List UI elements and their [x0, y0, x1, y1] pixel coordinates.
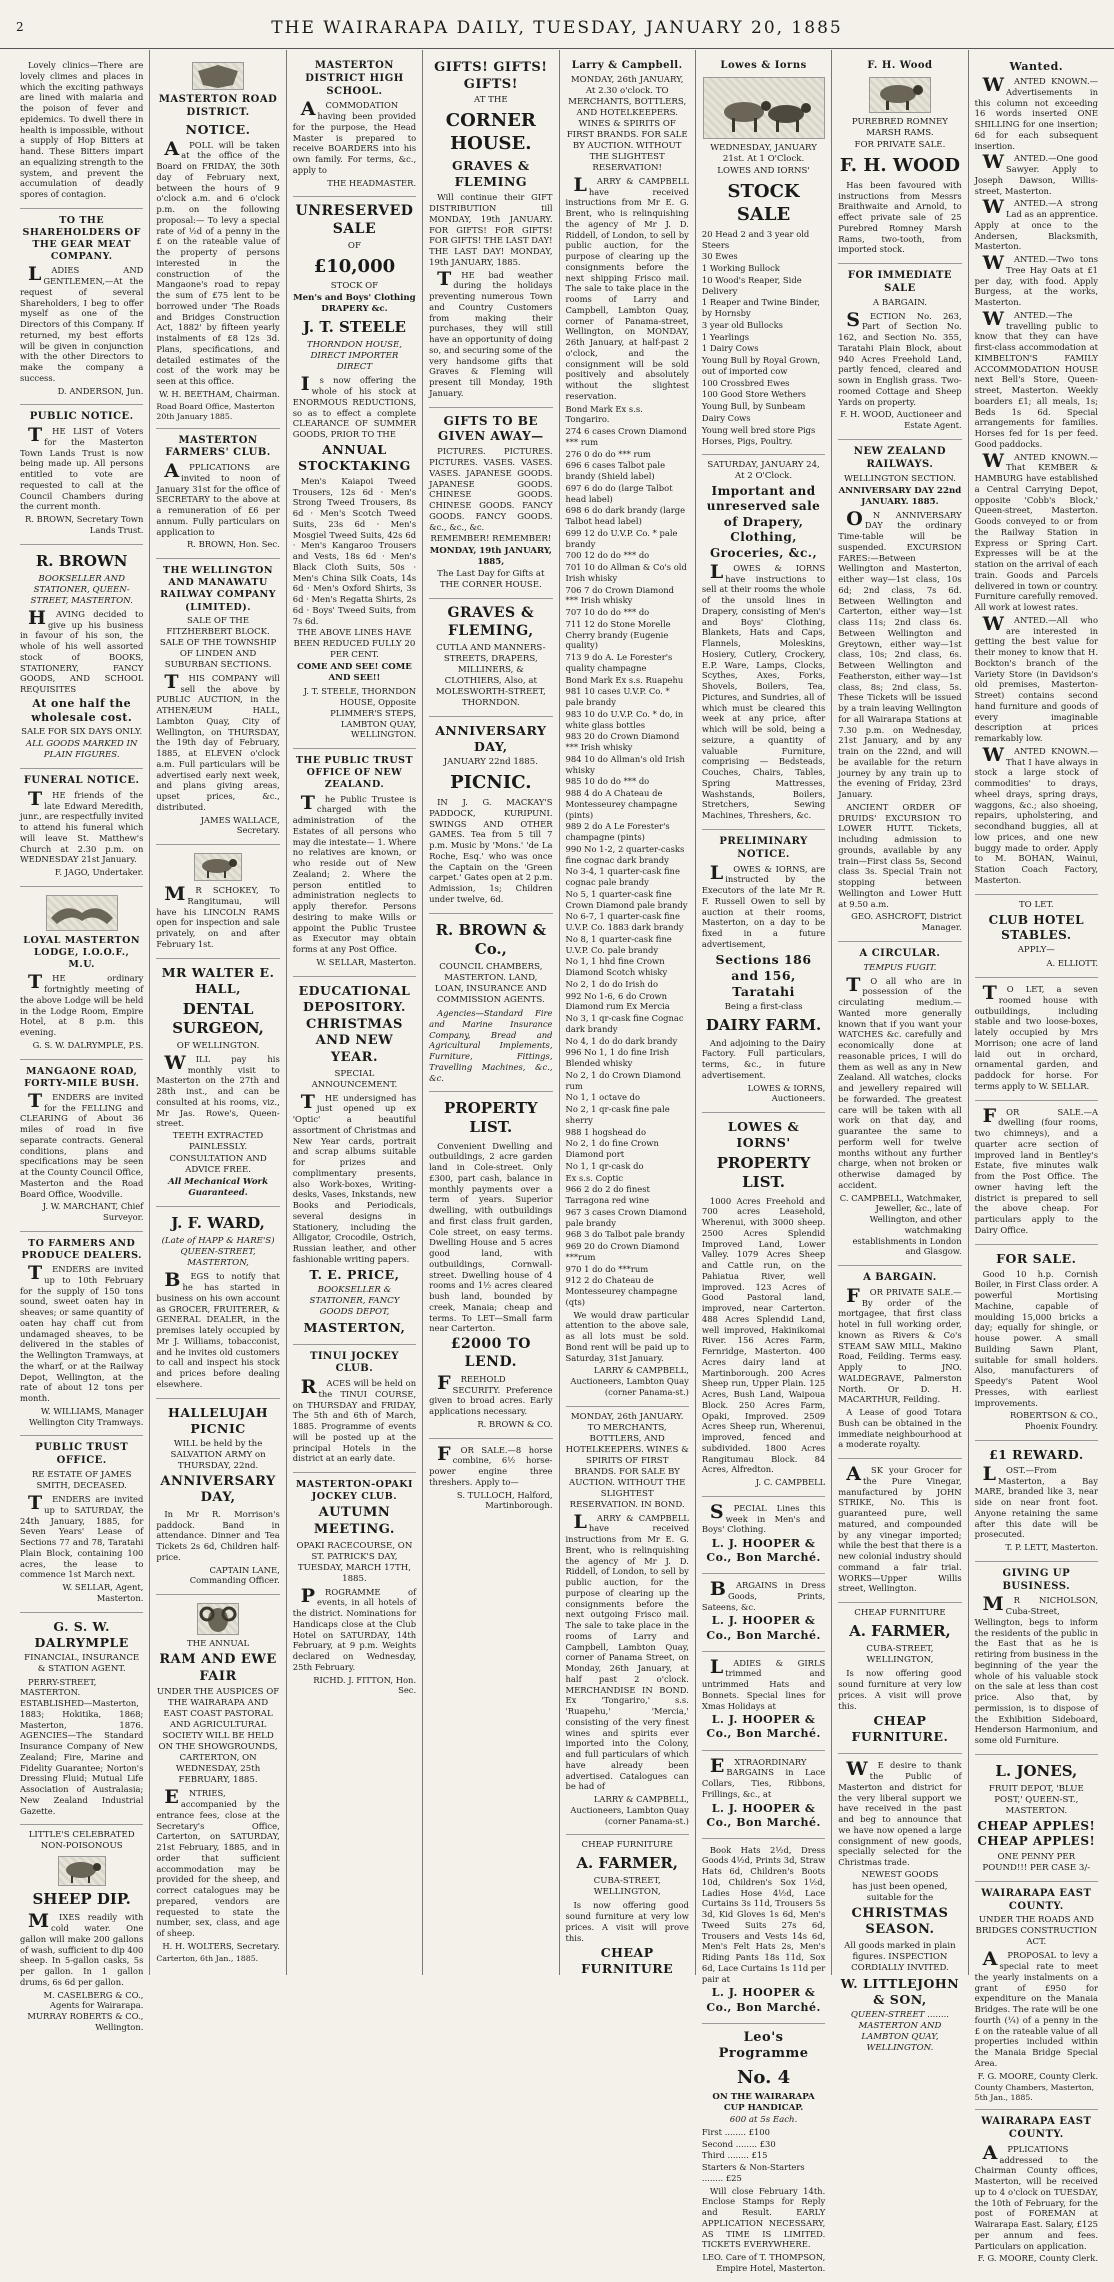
stock-lot-item: 30 Ewes [701, 251, 738, 262]
lot-item: Bond Mark Ex s.s. Ruapehu [565, 674, 684, 685]
lot-item: 696 6 cases Talbot pale brandy (Shield label) [565, 460, 666, 482]
lot-item: No 2, 1 qr-cask fine pale sherry [565, 1104, 670, 1125]
r-brown-bookseller-ad: R. BROWN BOOKSELLER AND STATIONER, QUEEN-STREET, MASTERTON. HAVING decided to give up his business in favour of his son, the whole of his well assorted stock of BOOKS, STATIONERY, FANCY GOODS, AND SCHOOL REQUISITES At one half the wholesale cost. SALE FOR SIX DAYS ONLY. ALL GOODS MARKED IN PLAIN FIGURES. [20, 545, 143, 769]
property-list-brown: PROPERTY LIST. Convenient Dwelling and outbuildings, 2 acre garden land in Cole-street. Only £300, part cash, balance in monthly payments over a term of years. Superior dwelling, with outbuildings and first class fruit garden, Cole street, on easy terms. Dwelling House and 5 acres good land, with outbuildings, Cornwall-street. Dwelling house of 4 rooms and 1½ acres cleared bush land, bounded by creek, Manaia; cheap and terms. To LET—Small farm near Carterton. £2000 TO LEND. FREEHOLD SECURITY. Preference given to broad acres. Early applications necessary. R. BROWN & CO. [429, 1092, 552, 1438]
graves-fleming-ad: GRAVES & FLEMING, CUTLA AND MANNERS-STREETS, DRAPERS, MILLINERS, & CLOTHIERS, Also, at MOLESWORTH-STREET, THORNDON. [429, 599, 552, 717]
lot-item: 713 9 do A. Le Forester's quality champagne [565, 652, 673, 673]
dalrymple-agent-ad: G. S. W. DALRYMPLE FINANCIAL, INSURANCE & STATION AGENT. PERRY-STREET, MASTERTON. ESTABLISHED—Masterton, 1883; Hokitika, 1868; Masterton, 1876. AGENCIES—The Standard Insurance Company of New Zealand; Fire, Marine and Fidelity Guarantee; Norton's Dressing Fluid; Mutual Life Association of Australasia; New Zealand Industrial Gazette. [20, 1613, 143, 1826]
dentist-ad: MR WALTER E. HALL, DENTAL SURGEON, OF WELLINGTON. WILL pay his monthly visit to Masterton on the 27th and 28th inst., and can be consulted at his rooms, viz., Mr Jas. Rowe's, Queen-street. TEETH EXTRACTED PAINLESSLY. CONSULTATION AND ADVICE FREE. All Mechanical Work Guaranteed. [156, 959, 279, 1208]
lot-item: 912 2 do Chateau de Montesseurey champagne (qts) [565, 1275, 678, 1307]
hooper-dress-ad: BARGAINS in Dress Goods, Prints, Sateens, &c. L. J. HOOPER & Co., Bon Marché. [702, 1574, 825, 1651]
stock-lot-item: 100 Good Store Wethers [701, 389, 806, 400]
farmer-furniture-ad-2: CHEAP FURNITURE A. FARMER, CUBA-STREET, WELLINGTON, Is now offering good sound furniture at very low prices. A visit will prove this. CHEAP FURNITURE. [838, 1603, 961, 1754]
lot-item: 276 0 do do *** rum [565, 448, 651, 459]
tinui-jockey-club: TINUI JOCKEY CLUB. RACES will be held on the TINUI COURSE, on THURSDAY and FRIDAY, The 5th and 6th of March, 1885. Programme of events will be posted up at the principal Hotels in the district at an early date. [293, 1345, 416, 1474]
hop-bitters-ad: Lovely clinics—There are lovely climes and places in which the exciting pathways are lined with malaria and the poison of fever and epidemics. To dwell there in health is impossible, without a supply of Hop Bitters at hand. These Bitters impart an equalizing strength to the system, and prevent the accumulation of deadly spores of contagion. [20, 54, 143, 209]
lot-item: 984 10 do Allman's old Irish whisky [565, 753, 685, 775]
wines-spirits-auction: Larry & Campbell. MONDAY, 26th JANUARY, At 2.30 o'clock. TO MERCHANTS, BOTTLERS, AND HOTELKEEPERS. WINES & SPIRITS OF FIRST BRANDS. FOR SALE BY AUCTION. WITHOUT THE SLIGHTEST RESERVATION! LARRY & CAMPBELL have received instructions from Mr E. G. Brent, who is relinquishing the agency of Mr J. D. Riddell, of London, to sell by public auction, for the purpose of clearing up the consignments before the next shipping Frisco mail. The sale to take place in the rooms of Larry and Campbell, Lambton Quay, corner of Panama-street, Wellington, on MONDAY, 26th January, at half-past 2 o'clock, and the consignment will be sold positively and absolutely without the slightest reservation. Bond Mark Ex s.s. Tongariro. 274 6 cases Crown Diamond *** rum 276 0 do do *** rum 696 6 cases Talbot pale brandy (Shield label) 697 6 do do (large Talbot head label) 698 6 do dark brandy (large Talbot head label) 699 12 do U.V.P. Co. * pale brandy 700 12 do do *** do 701 10 do Allman & Co's old Irish whisky 706 7 do Crown Diamond *** Irish whisky 707 10 do do *** do 711 12 do Stone Morelle Cherry brandy (Eugenie quality) 713 9 do A. Le Forester's quality champagne Bond Mark Ex s.s. Ruapehu 981 10 cases U.V.P. Co. * pale brandy 983 10 do U.V.P. Co. * do, in white glass bottles 983 20 do Crown Diamond *** Irish whisky 984 10 do Allman's old Irish whisky 985 10 do do *** do 988 4 do A Chateau de Montesseurey champagne (pints) 989 2 do A Le Forester's champagne (pints) 990 No 1-2, 2 quarter-casks fine cognac dark brandy No 3-4, 1 quarter-cask fine cognac pale brandy No 5, 1 quarter-cask fine Crown Diamond pale brandy No 6-7, 1 quarter-cask fine U.V.P. Co. 1883 dark brandy No 8, 1 quarter-cask fine U.V.P. Co. pale brandy No 1, 1 hhd fine Crown Diamond Scotch whisky No 2, 1 do do Irish do 992 No 1-6, 6 do Crown Diamond rum Ex Mercia No 3, 1 qr-cask fine Cognac dark brandy No 4, 1 do do dark brandy 996 No 1, 1 do fine Irish Blended whisky No 2, 1 do Crown Diamond rum No 1, 1 octave do No 2, 1 qr-cask fine pale sherry 988 1 hogshead do No 2, 1 do fine Crown Diamond port No 1, 1 qr-cask do Ex s.s. Coptic 966 2 do 2 do finest Tarragona red wine 967 3 cases Crown Diamond pale brandy 968 3 do Talbot pale brandy 969 20 do Crown Diamond ***rum 970 1 do do ***rum 912 2 do Chateau de Montesseurey champagne (qts) We would draw particular attention to the above sale, as all lots must be sold. Bond rent will be paid up to Saturday, 31st January. LARRY & CAMPBELL, Auctioneers, Lambton Quay (corner Panama-st.) [566, 54, 689, 1407]
lot-item: 697 6 do do (large Talbot head label) [565, 482, 673, 504]
lot-item: 990 No 1-2, 2 quarter-casks fine cognac dark brandy [565, 843, 685, 865]
jones-fruit-ad: L. JONES, FRUIT DEPOT, 'BLUE POST,' QUEEN-ST., MASTERTON. CHEAP APPLES! CHEAP APPLES! ONE PENNY PER POUND!!! PER CASE 3/- [975, 1755, 1098, 1882]
lot-item: 989 2 do A Le Forester's champagne (pints) [565, 821, 670, 843]
public-trust-office-ad: THE PUBLIC TRUST OFFICE OF NEW ZEALAND. The Public Trustee is charged with the administration of the Estates of all persons who may die intestate— 1. Where no relatives are known, or who reside out of New Zealand; 2. Where the person entitled to administration neglects to apply therefor. Persons desiring to make Wills or appoint the Public Trustee as Executor may obtain forms at any Post Office. W. SELLAR, Masterton. [293, 749, 416, 976]
reward-notice: £1 REWARD. LOST.—From Masterton, a Bay MARE, branded like 3, near side on near front foot. Anyone retaining the same after this date will be prosecuted. T. P. LETT, Masterton. [975, 1441, 1098, 1562]
lot-list [566, 404, 689, 1308]
gear-meat-notice: TO THE SHAREHOLDERS OF THE GEAR MEAT COMPANY. LADIES AND GENTLEMEN,—At the request of several Shareholders, I beg to offer myself as one of the Directors of this Company. If returned, my best efforts will be given in conjunction with the other Directors to make the company a success. D. ANDERSON, Jun. [20, 209, 143, 406]
dwelling-for-sale: FOR SALE.—A dwelling (four rooms, two chimneys), and a quarter acre section of improved land in Bentley's Estate, five minutes walk from the Post Office. The owner having left the district is prepared to sell the above cheap. For particulars apply to the Dairy Office. [975, 1101, 1098, 1245]
lot-item: 711 12 do Stone Morelle Cherry brandy (Eugenie quality) [565, 618, 671, 651]
lot-item: No 2, 1 do do Irish do [565, 978, 659, 989]
lot-item: No 4, 1 do do dark brandy [565, 1035, 678, 1046]
prize-item: Starters & Non-Starters ........ £25 [701, 2162, 805, 2183]
lot-item: Bond Mark Ex s.s. Tongariro. [565, 403, 643, 425]
lot-item: Ex s.s. Coptic [565, 1172, 624, 1183]
east-county-rate: WAIRARAPA EAST COUNTY. UNDER THE ROADS AND BRIDGES CONSTRUCTION ACT. APROPOSAL to levy a special rate to meet the yearly instalments on a grant of £950 for expenditure on the Manaia Bridges. The rate will be one fourth (¼) of a penny in the £ on the rateable value of all properties included within the Manaia Bridge Special Area. F. G. MOORE, County Clerk. County Chambers, Masterton, 5th Jan., 1885. [975, 1882, 1098, 2111]
handshake-emblem-icon [46, 895, 118, 931]
cattle-scene-icon [703, 77, 825, 139]
mangaone-road-tender: MANGAONE ROAD, FORTY-MILE BUSH. TENDERS are invited for the FELLING and CLEARING of About 36 miles of road in five separate contracts. General conditions, plans and specifications may be seen at the County Council Office, Masterton and the Road Board Office, Woodville. J. W. MARCHANT, Chief Surveyor. [20, 1060, 143, 1232]
stock-lot-item: 10 Wood's Reaper, Side Delivery [701, 274, 802, 296]
column-6 [696, 50, 832, 2273]
lot-item: 996 No 1, 1 do fine Irish Blended whisky [565, 1047, 670, 1069]
lot-item: No 1, 1 hhd fine Crown Diamond Scotch whisky [565, 956, 668, 978]
lot-item: 988 4 do A Chateau de Montesseurey champagne (pints) [565, 788, 678, 820]
lot-item: 706 7 do Crown Diamond *** Irish whisky [565, 584, 675, 606]
lot-item: 966 2 do 2 do finest Tarragona red wine [565, 1184, 650, 1206]
hooper-prices-ad: Book Hats 2½d, Dress Goods 4½d, Prints 3d, Straw Hats 6d, Children's Boots 10d, Children's Sox 1½d, Ladies Hose 4½d, Lace Curtains 3s 11d, Trousers 5s 3d, Kid Gloves 1s 6d, Men's Tweed Suits 27s 6d, Trousers and Vests 14s 6d, Men's Felt Hats 2s, Men's Riding Pants 18s 11d, Sox 6d, Lace Curtains 1s 11d per pair at L. J. HOOPER & Co., Bon Marché. [702, 1839, 825, 2024]
railway-company-sale: THE WELLINGTON AND MANAWATU RAILWAY COMPANY (LIMITED). SALE OF THE FITZHERBERT BLOCK. SALE OF THE TOWNSHIP OF LINDEN AND SUBURBAN SECTIONS. THIS COMPANY will sell the above by PUBLIC AUCTION, in the ATHENÆUM HALL, Lambton Quay, City of Wellington, on THURSDAY, the 19th day of February, 1885, at ELEVEN o'clock a.m. Full particulars will be advertised early next week, and plans giving areas, upset prices, &c., distributed. JAMES WALLACE, Secretary. [156, 559, 279, 845]
lot-item: No 2, 1 do fine Crown Diamond port [565, 1138, 659, 1160]
preliminary-notice: PRELIMINARY NOTICE. LOWES & IORNS, are instructed by the Executors of the late Mr R. F. Russell Owen to sell by auction at their rooms, Masterton, on a day to be fixed in a future advertisement, Sections 186 and 156, Taratahi Being a first-class DAIRY FARM. And adjoining to the Dairy Factory. Full particulars, terms, &c., in future advertisement. LOWES & IORNS, Auctioneers. [702, 830, 825, 1113]
public-notice-voters: PUBLIC NOTICE. THE LIST of Voters for the Masterton Town Lands Trust is now being made up. All persons entitled to vote are requested to call at the Council Chambers during the current month. R. BROWN, Secretary Town Lands Trust. [20, 405, 143, 544]
lot-item: 985 10 do do *** do [565, 776, 650, 787]
stock-lot-item: 20 Head 2 and 3 year old Steers [701, 228, 810, 250]
lot-item: No 6-7, 1 quarter-cask fine U.V.P. Co. 1883 dark brandy [565, 911, 684, 933]
newspaper-title: THE WAIRARAPA DAILY, TUESDAY, JANUARY 20, 1885 [271, 18, 843, 38]
stock-lot-item: Young Bull, by Sunbeam [701, 401, 806, 412]
stock-lot-item: 1 Reaper and Twine Binder, by Hornsby [701, 297, 820, 319]
lot-item: 967 3 cases Crown Diamond pale brandy [565, 1206, 687, 1228]
club-hotel-stables: TO LET. CLUB HOTEL STABLES. APPLY— A. ELLIOTT. [975, 895, 1098, 978]
watchmaker-circular: A CIRCULAR. TEMPUS FUGIT. TO all who are in possession of the circulating medium.—Wanted more generally known that if you want your WATCHES &c. carefully and economically done at reasonable prices, I will do them as well as any in New Zealand. All watches, clocks and jewellery repaired will be forwarded. The greatest care will be taken with all work on that day, and guarantee the same to perform well for twelve months without any further charge, when not broken or otherwise damaged by accident. C. CAMPBELL, Watchmaker, Jeweller, &c., late of Wellington, and other watchmaking establishments in London and Glasgow. [838, 942, 961, 1266]
hay-tender: TO FARMERS AND PRODUCE DEALERS. TENDERS are invited up to 10th February for the supply of 150 tons sound, sweet oaten hay in sheaves; or same quantity of oaten hay chaff cut from undamaged sheaves, to be delivered in the stables of the Wellington Tramways, at the wharf, or at the Railway Depot, Wellington, at the rate of about 12 tons per month. W. WILLIAMS, Manager Wellington City Tramways. [20, 1232, 143, 1437]
sawmill-bargain: A BARGAIN. FOR PRIVATE SALE.—By order of the mortgagee, that first class hotel in full working order, known as Rivers & Co's STEAM SAW MILL, Makino Road, Feilding. Terms easy. Apply to JNO. WALDEGRAVE, Palmerston North. Or D. H. MACARTHUR, Feilding. A Lease of good Totara Bush can be obtained in the immediate neighbourhood at a moderate royalty. [838, 1266, 961, 1459]
sheep-icon [58, 1856, 106, 1886]
lot-item: 968 3 do Talbot pale brandy [565, 1229, 685, 1240]
lot-item: 707 10 do do *** do [565, 607, 650, 618]
lot-item: 699 12 do U.V.P. Co. * pale brandy [565, 527, 678, 549]
lot-item: 969 20 do Crown Diamond ***rum [565, 1241, 680, 1262]
farmers-club-notice: MASTERTON FARMERS' CLUB. APPLICATIONS are invited to noon of January 31st for the office of SECRETARY to the above at a remuneration of £6 per annum. Fully particulars on application to R. BROWN, Hon. Sec. [156, 429, 279, 560]
prize-item: Second ........ £30 [701, 2138, 776, 2149]
lowes-property-list: LOWES & IORNS' PROPERTY LIST. 1000 Acres Freehold and 700 acres Leasehold, Wherenui, with 3000 sheep. 2500 Acres Splendid Improved Land, Lower Valley. 1079 Acres Sheep and Cattle run, on the Pahiatua River, well improved. 123 Acres of Good Pastoral land, improved, near Carterton. 488 Acres Splendid Land, well improved, Hakinikomai River. 156 Acres Farm, Fernridge, Masterton. 400 Acres dairy land at Martinborough. 200 Acres Sheep run, Upper Plain. 125 Acres, Bush Land, Waipoua Block. 250 Acres Farm, Opaki, Improved. 2509 Acres Sheep run, Wherenui, improved, fenced and subdivided. 1800 Acres Rangitumau Block. 84 Acres, Alfredton. J. C. CAMPBELL [702, 1113, 825, 1497]
prize-item: First ........ £100 [701, 2126, 770, 2137]
road-district-poll: MASTERTON ROAD DISTRICT. NOTICE. APOLL will be taken at the office of the Board on FRIDAY, the 30th day of February next, between the hours of 9 o'clock a.m. and 6 o'clock p.m. on the following proposal:— To levy a special rate of ½d of a penny in the £ on the rateable value of the property of persons interested in the construction of the Mangaone's road to repay the sum of £75 lent to be borrowed under 'The Roads and Bridges Construction Act, 1882' by fifteen yearly instalments of £8 12s 3d. Plans, specifications, and detailed estimates of the cost of the work may be seen at this office. W. H. BEETHAM, Chairman. Road Board Office, Masterton 20th January 1885. [156, 54, 279, 429]
column-1 [14, 50, 150, 2032]
lot-item: 992 No 1-6, 6 do Crown Diamond rum Ex Mercia [565, 990, 670, 1012]
lot-item: No 3-4, 1 quarter-cask fine cognac pale brandy [565, 866, 680, 888]
columns [14, 50, 1104, 2273]
stock-lot-item: 1 Dairy Cows [701, 343, 759, 354]
lot-item: 983 10 do U.V.P. Co. * do, in white glass bottles [565, 708, 684, 730]
prize-item: Third ........ £15 [701, 2150, 768, 2161]
stock-lot-item: 100 Crossbred Ewes [701, 377, 790, 388]
littlejohn-ad: WE desire to thank the Public of Masterton and district for the very liberal support we have received in the past and beg to announce that we have now opened a large consignment of new goods, specially selected for the Christmas trade. NEWEST GOODS has just been opened, suitable for the CHRISTMAS SEASON. All goods marked in plain figures. INSPECTION CORDIALLY INVITED. W. LITTLEJOHN & SON, QUEEN-STREET ........ MASTERTON AND LAMBTON QUAY, WELLINGTON. [838, 1758, 962, 2054]
hooper-hats-ad: LADIES & GIRLS trimmed and untrimmed Hats and Bonnets. Special lines for Xmas Holidays at L. J. HOOPER & Co., Bon Marché. [702, 1652, 825, 1751]
stock-lot-item: Horses, Pigs, Poultry. [701, 436, 793, 447]
lot-item: 698 6 do dark brandy (large Talbot head label) [565, 505, 686, 527]
stock-lot-item: Dairy Cows [701, 412, 751, 423]
educational-depository-ad: EDUCATIONAL DEPOSITORY. CHRISTMAS AND NEW YEAR. SPECIAL ANNOUNCEMENT. THE undersigned has just opened up ex 'Optic' a beautiful assortment of Christmas and New Year cards, portrait and scrap albums suitable for prizes and complimentary presents, also Work-boxes, Writing-desks, Vases, Inkstands, new Books and Periodicals, several designs in Stationery, including the Alligator, Crocodile, Ostrich, Russian leather, and other fashionable writing papers. T. E. PRICE, BOOKSELLER & STATIONER, FANCY GOODS DEPOT, MASTERTON, [293, 977, 416, 1345]
vinegar-ad: ASK your Grocer for the Pure Vinegar, manufactured by JOHN STRIKE, No. This is guaranteed pure, well matured, and compounded by any vinegar imported; while the best that there is a new colonial industry should command a fair trial. WORKS—Upper Willis street, Wellington. [838, 1459, 961, 1603]
lot-item: No 3, 1 qr-cask fine Cognac dark brandy [565, 1013, 684, 1034]
public-trust-smith-estate: PUBLIC TRUST OFFICE. RE ESTATE OF JAMES SMITH, DECEASED. TENDERS are invited up to SATURDAY, the 24th January, 1885, for Seven Years' Lease of Sections 77 and 78, Taratahi Plain Block, containing 100 acres, the lease to commence 1st March next. W. SELLAR, Agent, Masterton. [20, 1436, 143, 1612]
stock-lot-item: Young Bull by Royal Grown, out of imported cow [701, 355, 821, 376]
stock-lot-item: 3 year old Bullocks [701, 319, 783, 330]
immediate-sale-ad: FOR IMMEDIATE SALE A BARGAIN. SECTION No. 263, Part of Section No. 162, and Section No. 355, Taratahi Plain Block, about 940 Acres Freehold Land, partly fenced, cleared and sown in English grass. Two-roomed Cottage and Sheep Yards on property. F. H. WOOD, Auctioneer and Estate Agent. [838, 264, 961, 440]
lot-item: No 1, 1 qr-cask do [565, 1160, 644, 1171]
sheep-dip-ad: LITTLE'S CELEBRATED NON-POISONOUS SHEEP DIP. MIXES readily with cold water. One gallon will make 200 gallons of wash, sufficient to dip 400 sheep. In 5-gallon casks, 5s per gallon. In 1 gallon drums, 6s 6d per gallon. M. CASELBERG & CO., Agents for Wairarapa. MURRAY ROBERTS & CO., Wellington. [20, 1830, 144, 2032]
column-8 [969, 50, 1104, 2264]
giving-up-business: GIVING UP BUSINESS. MR NICHOLSON, Cuba-Street, Wellington, begs to inform the residents of the public in the East that as he is retiring from business in the beginning of the year the whole of his valuable stock on the sale at less than cost price. Also that, by permission, is to dispose of the Exhibition Sideboard, Henderson Harmonium, and some old Furniture. [975, 1562, 1098, 1755]
lot-item: 988 1 hogshead do [565, 1126, 647, 1137]
steele-clearance-sale: UNRESERVED SALE OF £10,000 STOCK OF Men's and Boys' Clothing DRAPERY &c. J. T. STEELE THORNDON HOUSE, DIRECT IMPORTER DIRECT Is now offering the whole of his stock at ENORMOUS REDUCTIONS, so as to effect a complete CLEARANCE OF SUMMER GOODS, PRIOR TO THE ANNUAL STOCKTAKING Men's Kaiapoi Tweed Trousers, 12s 6d · Men's Strong Tweed Trousers, 8s 6d · Men's Scotch Tweed Suits, 23s 6d · Men's Mosgiel Tweed Suits, 42s 6d · Men's Kangaroo Trousers and Vests, 18s 6d · Men's Black Cloth Suits, 50s · Men's China Silk Coats, 14s 6d · Men's Oxford Shirts, 3s 6d · Men's Regatta Shirts, 2s 6d · Boys' Tweed Suits, from 7s 6d. THE ABOVE LINES HAVE BEEN REDUCED FULLY 20 PER CENT. COME AND SEE! COME AND SEE!! J. T. STEELE, THORNDON HOUSE, Opposite PLIMMER'S STEPS, LAMBTON QUAY, WELLINGTON. [293, 197, 416, 749]
leos-programme-ad: Leo's Programme No. 4 ON THE WAIRARAPA CUP HANDICAP. 600 at 5s Each. First ........ £100 Second ........ £30 Third ........ £15 Starters & Non-Starters ........ £25 Will close February 14th. Enclose Stamps for Reply and Result. EARLY APPLICATION NECESSARY, AS TIME IS LIMITED. TICKETS EVERYWHERE. LEO. Care of T. THOMPSON, Empire Hotel, Masterton. [701, 2029, 826, 2273]
lot-item: No 1, 1 octave do [565, 1092, 641, 1103]
threshing-machine-sale: FOR SALE.—8 horse combine, 6½ horse-power engine three threshers. Apply to— S. TULLOCH, Halford, Martinborough. [429, 1442, 553, 1511]
lot-item: 701 10 do Allman & Co's old Irish whisky [565, 562, 687, 583]
ram-icon [194, 853, 242, 881]
ward-grocer-ad: J. F. WARD, (Late of HAPP & HARE'S) QUEEN-STREET, MASTERTON, BEGS to notify that he has started in business on his own account as GROCER, FRUITERER, & GENERAL DEALER, in the premises lately occupied by Mr J. Williams, tobacconist, and he invites old customers to call and inspect his stock and prices before dealing elsewhere. [156, 1207, 279, 1398]
lot-item: No 5, 1 quarter-cask fine Crown Diamond pale brandy [565, 888, 688, 910]
high-school-boarders: MASTERTON DISTRICT HIGH SCHOOL. ACOMMODATION having been provided for the purpose, the Head Master is prepared to receive BOARDERS into his own family. For terms, &c., apply to THE HEADMASTER. [293, 54, 416, 197]
ram-head-icon [197, 1603, 239, 1635]
hallelujah-picnic-ad: HALLELUJAH PICNIC WILL be held by the SALVATION ARMY on THURSDAY, 22nd. ANNIVERSARY DAY, In Mr R. Morrison's paddock. Band in attendance. Dinner and Tea Tickets 2s 6d, Children half-price. CAPTAIN LANE, Commanding Officer. [156, 1399, 279, 1596]
funeral-notice: FUNERAL NOTICE. THE friends of the late Edward Meredith, junr., are respectfully invited to attend his funeral which will leave St. Matthew's Church at 2.30 p.m. on WEDNESDAY 21st January. F. JAGO, Undertaker. [20, 769, 143, 887]
stock-lot-list [702, 229, 825, 447]
ram-icon [869, 77, 931, 113]
anniversary-picnic-ad: ANNIVERSARY DAY, JANUARY 22nd 1885. PICNIC. IN J. G. MACKAY'S PADDOCK, KURIPUNI. SWINGS AND OTHER GAMES. Tea from 5 till 7 p.m. Music by 'Mons.' 'de La Roche, Esq.' who was once the Captain on the 'Green carpet.' Gates open at 2 p.m. Admission, 1s; Children under twelve, 6d. [429, 717, 552, 914]
lot-item: No 8, 1 quarter-cask fine U.V.P. Co. pale brandy [565, 933, 672, 955]
farmer-furniture-ad: CHEAP FURNITURE A. FARMER, CUBA-STREET, WELLINGTON, Is now offering good sound furniture at very low prices. A visit will prove this. CHEAP FURNITURE [565, 1840, 689, 1977]
hooper-lace-ad: EXTRAORDINARY BARGAINS in Lace Collars, Ties, Ribbons, Frillings, &c., at L. J. HOOPER & Co., Bon Marché. [702, 1751, 825, 1839]
wines-spirits-auction-2: MONDAY, 26th JANUARY. TO MERCHANTS, BOTTLERS, AND HOTELKEEPERS. WINES & SPIRITS OF FIRST BRANDS. FOR SALE BY AUCTION. WITHOUT THE SLIGHTEST RESERVATION. IN BOND. LARRY & CAMPBELL have received instructions from Mr E. G. Brent, who is relinquishing the agency of Mr J. D. Riddell, of London, to sell by public auction, for the purpose of clearing up the consignments before the next outgoing Frisco mail. The sale to take place in the rooms of Larry and Campbell, Lambton Quay, corner of Panama Street, on Monday, 26th January, at half past 2 o'clock. MERCHANDISE IN BOND. Ex 'Tongariro,' s.s. 'Ruapehu,' 'Mercia,' consisting of the very finest wines and spirits ever imported into the Colony, and full particulars of which have already been advertised. Catalogues can be had of LARRY & CAMPBELL, Auctioneers, Lambton Quay (corner Panama-st.) [566, 1407, 689, 1836]
lot-item: 970 1 do do ***rum [565, 1263, 649, 1274]
lot-item: 274 6 cases Crown Diamond *** rum [565, 426, 687, 447]
hooper-clothing-ad: SPECIAL Lines this week in Men's and Boys' Clothing. L. J. HOOPER & Co., Bon Marché. [702, 1497, 825, 1574]
east-county-foreman: WAIRARAPA EAST COUNTY. APPLICATIONS addressed to the Chairman County offices, Masterton, will be received up to 4 o'clock on TUESDAY, the 10th of February, for the post of FOREMAN at Wairarapa East. Salary, £125 per annum and fees. Particulars on application. F. G. MOORE, County Clerk. [974, 2116, 1098, 2264]
opaki-jockey-club: MASTERTON-OPAKI JOCKEY CLUB. AUTUMN MEETING. OPAKI RACECOURSE, ON ST. PATRICK'S DAY, TUESDAY, MARCH 17TH, 1885. PROGRAMME of events, in all hotels of the district. Nominations for Handicaps close at the Club Hotel on SATURDAY, 14th February, at 9 p.m. Weights declared on Wednesday, 25th February. RICHD. J. FITTON, Hon. Sec. [292, 1479, 417, 1696]
column-3 [287, 50, 423, 1975]
lincoln-rams-notice: MR SCHOKEY, To Rangitumau, will have his LINCOLN RAMS open for inspection and sale privately, on and after February 1st. [156, 845, 279, 959]
railways-ad: NEW ZEALAND RAILWAYS. WELLINGTON SECTION. ANNIVERSARY DAY 22nd JANUARY. 1885. ON ANNIVERSARY DAY the ordinary Time-table will be suspended. EXCURSION FARES:—Between Wellington and Masterton, either way—1st class, 10s 6d; 2nd class, 7s 6d. Between Wellington and Carterton, either way—1st class 11s; 2nd class 6s. Between Wellington and Greytown, either way—1st class, 10s; 2nd class, 6s. Between Wellington and Featherston, either way—1st class, 8s; 2nd class, 5s. These Tickets will be issued by a train leaving Wellington for all Wairarapa Stations at 7.30 p.m. on Wednesday, 21st January, and by any train on the 22nd, and will be available for the return journey by any train up to the evening of Friday, 23rd January. ANCIENT ORDER OF DRUIDS' EXCURSION TO LOWER HUTT. Tickets, including admission to grounds, available by any train—First class 5s, Second class 3s. Special Train not stopping between Wellington and Lower Hutt at 9.50 a.m. GEO. ASHCROFT, District Manager. [838, 440, 961, 942]
lodge-notice: LOYAL MASTERTON LODGE, I.O.O.F., M.U. THE ordinary fortnightly meeting of the above Lodge will be held in the Lodge Room, Empire Hotel, at 8 p.m. this evening. G. S. W. DALRYMPLE, P.S. [20, 887, 143, 1060]
r-brown-agents-ad: R. BROWN & Co., COUNCIL CHAMBERS, MASTERTON. LAND, LOAN, INSURANCE AND COMMISSION AGENTS. Agencies—Standard Fire and Marine Insurance Company, Bread and Agricultural Implements, Furniture, Fittings, Travelling Machines, &c., &c. [429, 914, 552, 1093]
romney-rams-ad: F. H. Wood PUREBRED ROMNEY MARSH RAMS. FOR PRIVATE SALE. F. H. WOOD Has been favoured with instructions from Messrs Braithwaite and Arnold, to effect private sale of 25 Purebred Romney Marsh Rams, two-tooth, from imported stock. [838, 54, 961, 264]
corner-house-gifts-ad: GIFTS! GIFTS! GIFTS! AT THE CORNER HOUSE. GRAVES & FLEMING Will continue their GIFT DISTRIBUTION till MONDAY, 19th JANUARY. FOR GIFTS! FOR GIFTS! FOR GIFTS! THE LAST DAY! THE LAST DAY! MONDAY, 19th JANUARY, 1885. THE bad weather during the holidays preventing numerous Town and Country Customers from making their purchases, they will still have an opportunity of doing so, and securing some of the very handsome gifts that Graves & Fleming will present till Monday, 19th January. [429, 54, 552, 408]
lot-item: No 2, 1 do Crown Diamond rum [565, 1069, 682, 1091]
column-2 [150, 50, 286, 1975]
lot-item: 700 12 do do *** do [565, 550, 650, 561]
prize-list [702, 2127, 825, 2184]
column-7 [832, 50, 968, 2054]
column-5 [560, 50, 696, 1975]
page-number: 2 [16, 20, 25, 34]
masthead [0, 0, 1114, 49]
stock-lot-item: 1 Yearlings [701, 331, 750, 342]
lot-item: 983 20 do Crown Diamond *** Irish whisky [565, 731, 680, 753]
crest-emblem-icon [192, 62, 244, 90]
stock-sale-ad: Lowes & Iorns WEDNESDAY, JANUARY 21st. At 1 O'Clock. LOWES AND IORNS' STOCK SALE 20 Head 2 and 3 year old Steers 30 Ewes 1 Working Bullock 10 Wood's Reaper, Side Delivery 1 Reaper and Twine Binder, by Hornsby 3 year old Bullocks 1 Yearlings 1 Dairy Cows Young Bull by Royal Grown, out of imported cow 100 Crossbred Ewes 100 Good Store Wethers Young Bull, by Sunbeam Dairy Cows Young well bred store Pigs Horses, Pigs, Poultry. [702, 54, 825, 455]
stock-lot-item: Young well bred store Pigs [701, 424, 816, 435]
stock-lot-item: 1 Working Bullock [701, 263, 780, 274]
house-to-let: TO LET, a seven roomed house with outbuildings, including stable and two loose-boxes, lately occupied by Mrs Morrison; one acre of land laid out in orchard, ornamental garden, and paddock for horse. For terms apply to W. SELLAR. [975, 978, 1098, 1101]
wanted-section: Wanted. WANTED KNOWN.—Advertisements in this column not exceeding 16 words inserted ONE SHILLING for one insertion; 6d for each subsequent insertion. WANTED.—One good Sawyer. Apply to Joseph Dawson, Willis-street, Masterton. WANTED.—A strong Lad as an apprentice. Apply at once to the Andersen, Blacksmith, Masterton. WANTED.—Two tons Tree Hay Oats at £1 per day, with food. Apply Burgess, at the works, Masterton. WANTED.—The travelling public to know that they can have first-class accommodation at KIMBELTON'S FAMILY ACCOMMODATION HOUSE next Bell's Store, Queen-street, Masterton. Weekly boarders £1; all meals, 1s; Beds 1s 6d. Special arrangements for families. Horses fed for 1s per feed. Good paddocks. WANTED KNOWN.—That KEMBER & HAMBURG have established a Central Carrying Depot, opposite 'Cobb's Block,' Queen-street, Masterton. Goods conveyed to or from the Railway Station in Express or Spring Cart. Expresses will be at the station on the arrival of each train. Goods and Parcels delivered in town or country. Furniture carefully removed. All work at lowest rates. WANTED.—All who are interested in getting the best value for their money to know that H. Bockton's branch of the Variety Store (in Davidson's old premises, Masterton-Street) contains second hand furniture and goods of every imaginable description at prices remarkably low. WANTED KNOWN.—That I have always in stock a large stock of commodities' to drays, wheel drays, spring drays, waggons, &c.; also shoeing, repairs, upholstering, and secondhand buggies, all at low prices, and one new buggy made to order. Apply to M. BOHAN, Wainui, Station Coach Factory, Masterton. [975, 54, 1098, 895]
foundry-for-sale: FOR SALE. Good 10 h.p. Cornish Boiler, in First Class order. A powerful Mortising Machine, capable of moulding 15,000 bricks a day; equally for shingle, or house power. A small Building Sawn Plant, suitable for small holders. Also, manufacturers of Speedy's Patent Wool Presses, with earliest improvements. ROBERTSON & CO., Phoenix Foundry. [975, 1245, 1098, 1441]
ram-ewe-fair-ad: THE ANNUAL RAM AND EWE FAIR UNDER THE AUSPICES OF THE WAIRARAPA AND EAST COAST PASTORAL AND AGRICULTURAL SOCIETY WILL BE HELD ON THE SHOWGROUNDS, CARTERTON, ON WEDNESDAY, 25th FEBRUARY, 1885. ENTRIES, accompanied by the entrance fees, close at the Secretary's Office, Carterton, on SATURDAY, 21st February, 1885, and in order that sufficient accommodation may be provided for the sheep, and correct catalogues may be prepared, vendors are requested to state the number, sex, class, and age of sheep. H. H. WOLTERS, Secretary. Carterton, 6th Jan., 1885. [156, 1595, 279, 1969]
column-4 [423, 50, 559, 1975]
gifts-given-away-ad: GIFTS TO BE GIVEN AWAY— PICTURES. PICTURES. PICTURES. VASES. VASES. VASES. JAPANESE GOODS. JAPANESE GOODS. CHINESE GOODS. CHINESE GOODS. FANCY GOODS. FANCY GOODS. &c., &c., &c. REMEMBER! REMEMBER! MONDAY, 19th JANUARY, 1885, The Last Day for Gifts at THE CORNER HOUSE. [429, 408, 552, 600]
lot-item: 981 10 cases U.V.P. Co. * pale brandy [565, 686, 670, 708]
drapery-sale-ad: SATURDAY, JANUARY 24, At 2 O'Clock. Important and unreserved sale of Drapery, Clothing, Groceries, &c., LOWES & IORNS have instructions to sell at their rooms the whole of the unsold lines in Drapery, consisting of Men's and Boys' Clothing, Blankets, Hats and Caps, Flannels, Moleskins, Hosiery, Cutlery, Crockery, E.P. Ware, Lamps, Clocks, Scythes, Axes, Forks, Shovels, Boilers, Tea, Pictures, and Sundries, all of which must be cleared this week at any price, after which will be sold, being a seizure, a quantity of valuable Furniture, comprising — Bedsteads, Couches, Chairs, Tables, Spring Mattresses, Washstands, Boilers, Stretchers, Sewing Machines, Threshers, &c. [702, 455, 825, 830]
